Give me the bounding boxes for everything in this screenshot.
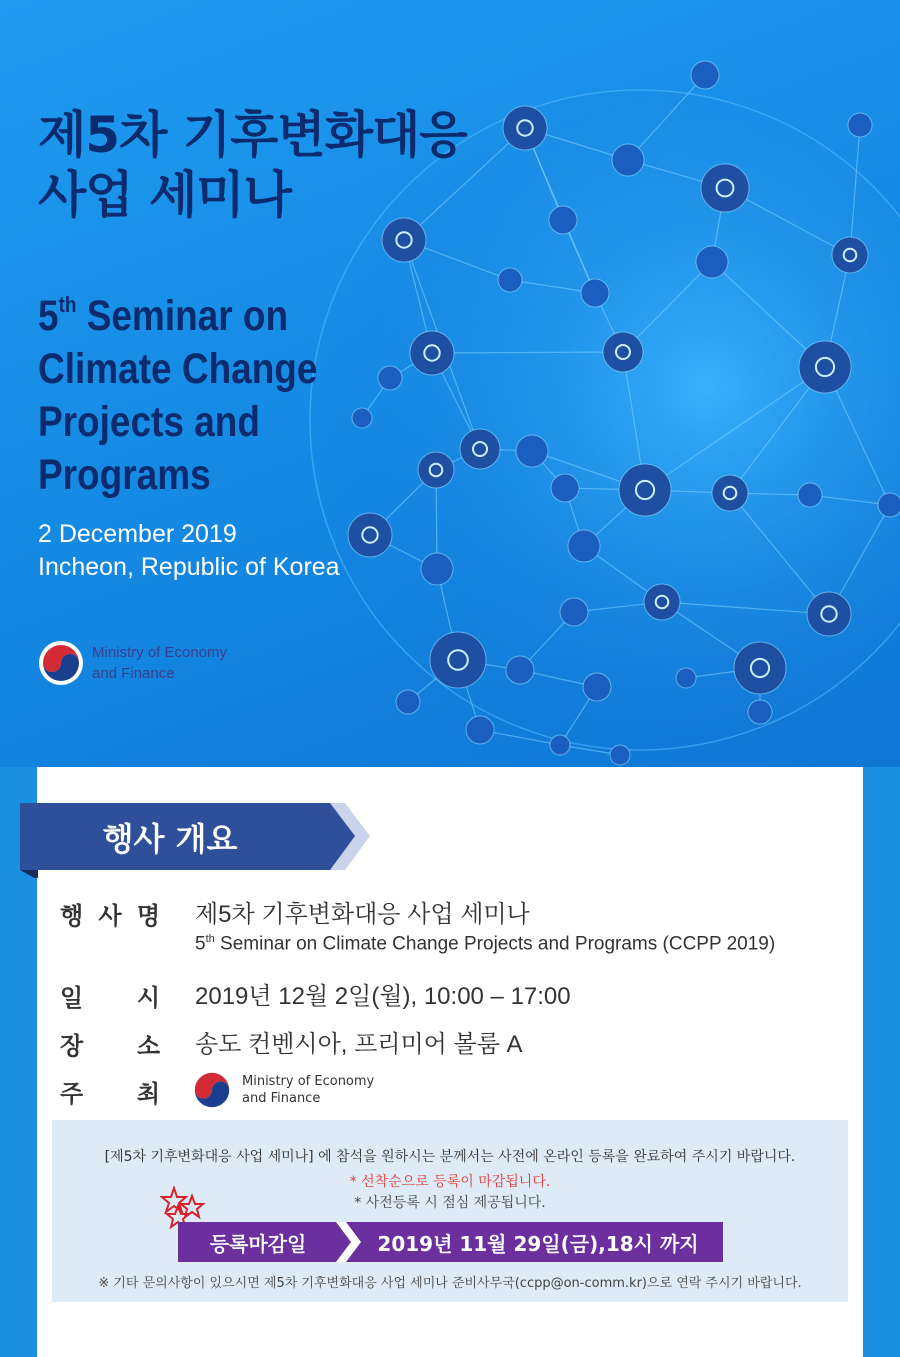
deadline-label: 등록마감일: [209, 1231, 307, 1256]
network-node: [748, 700, 772, 724]
taegeuk-emblem-icon: [38, 640, 84, 686]
network-node: [430, 632, 486, 688]
network-node: [878, 493, 900, 517]
label-venue: 장 소: [60, 1032, 160, 1060]
network-node: [551, 474, 579, 502]
notice-lunch: * 사전등록 시 점심 제공됩니다.: [354, 1195, 546, 1211]
network-node: [610, 745, 630, 765]
section-heading: 행사 개요: [102, 819, 238, 858]
network-node: [832, 237, 868, 273]
value-event-name: 제5차 기후변화대응 사업 세미나 5th Seminar on Climate Change Projects and Programs (CCPP 2019): [195, 901, 776, 955]
network-node: [734, 642, 786, 694]
network-node: [410, 331, 454, 375]
network-node: [348, 513, 392, 557]
title-korean: 제5차 기후변화대응 사업 세미나: [38, 106, 467, 224]
logo-line-2: and Finance: [92, 665, 175, 682]
section-heading-ribbon: [20, 803, 370, 870]
host-logo: [190, 1068, 374, 1112]
ministry-logo: [38, 640, 227, 686]
network-node: [503, 106, 547, 150]
network-node: [418, 452, 454, 488]
network-node: [550, 735, 570, 755]
notice-first-come: * 선착순으로 등록이 마감됩니다.: [349, 1174, 551, 1190]
network-node: [701, 164, 749, 212]
network-node: [583, 673, 611, 701]
network-node: [799, 341, 851, 393]
registration-deadline: [178, 1222, 723, 1262]
network-node: [378, 366, 402, 390]
label-event-name: 행 사 명: [60, 902, 160, 930]
label-date-time: 일 시: [60, 984, 160, 1012]
network-node: [506, 656, 534, 684]
network-node: [421, 553, 453, 585]
network-node: [498, 268, 522, 292]
network-node: [619, 464, 671, 516]
network-node: [676, 668, 696, 688]
network-node: [612, 144, 644, 176]
label-host: 주 최: [60, 1080, 160, 1108]
network-node: [466, 716, 494, 744]
notice-contact: ※ 기타 문의사항이 있으시면 제5차 기후변화대응 사업 세미나 준비사무국(ccpp@on-comm.kr)으로 연락 주시기 바랍니다.: [98, 1276, 802, 1291]
event-date: 2 December 2019: [38, 520, 237, 548]
network-node: [807, 592, 851, 636]
network-node: [798, 483, 822, 507]
notice-registration: [제5차 기후변화대응 사업 세미나] 에 참석을 원하시는 분께서는 사전에 온라인 등록을 완료하여 주시기 바랍니다.: [104, 1149, 796, 1165]
network-node: [848, 113, 872, 137]
value-date-time: 2019년 12월 2일(월), 10:00 – 17:00: [195, 983, 571, 1010]
network-node: [696, 246, 728, 278]
network-node: [603, 332, 643, 372]
network-node: [549, 206, 577, 234]
logo-line-1: Ministry of Economy: [92, 644, 228, 661]
host-logo-line-2: and Finance: [242, 1091, 321, 1106]
deadline-value: 2019년 11월 29일(금),18시 까지: [377, 1231, 699, 1256]
event-location: Incheon, Republic of Korea: [38, 553, 340, 581]
network-node: [691, 61, 719, 89]
taegeuk-emblem-icon: [190, 1068, 234, 1112]
network-node: [712, 475, 748, 511]
network-node: [352, 408, 372, 428]
network-node: [560, 598, 588, 626]
network-node: [516, 435, 548, 467]
network-node: [396, 690, 420, 714]
event-date-location: [38, 518, 340, 584]
network-node: [644, 584, 680, 620]
network-node: [581, 279, 609, 307]
title-english: 5th Seminar on Climate Change Projects and Programs: [38, 292, 318, 499]
network-node: [568, 530, 600, 562]
network-node: [460, 429, 500, 469]
host-logo-line-1: Ministry of Economy: [242, 1074, 375, 1089]
value-venue: 송도 컨벤시아, 프리미어 볼룸 A: [195, 1031, 523, 1058]
